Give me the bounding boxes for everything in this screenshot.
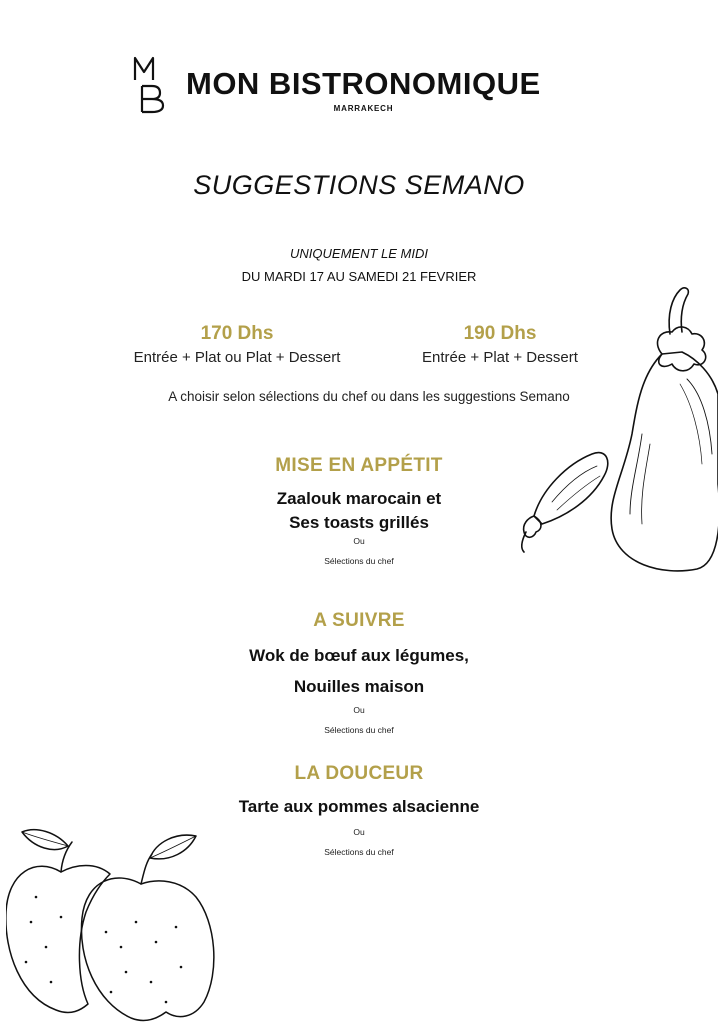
dish-line: Zaalouk marocain et — [276, 489, 442, 508]
menu-dates: DU MARDI 17 AU SAMEDI 21 FEVRIER — [241, 269, 477, 284]
apples-illustration — [6, 822, 216, 1024]
dish-line: Ses toasts grillés — [289, 513, 429, 532]
offer-formula-2: Entrée + Plat + Dessert — [422, 349, 578, 366]
offer-price-1: 170 Dhs — [200, 323, 274, 344]
brand-logo-mark — [132, 56, 172, 114]
or-separator: Ou — [353, 827, 365, 837]
eggplant-illustration — [512, 284, 718, 574]
brand-name: MON BISTRONOMIQUE — [186, 66, 541, 101]
or-separator: Ou — [353, 536, 365, 546]
menu-note: A choisir selon sélections du chef ou dans les suggestions Semano — [168, 389, 570, 404]
or-separator: Ou — [353, 705, 365, 715]
offer-formula-1: Entrée + Plat ou Plat + Dessert — [133, 349, 341, 366]
dish-line: Tarte aux pommes alsacienne — [238, 797, 480, 816]
chef-selection: Sélections du chef — [324, 725, 394, 735]
menu-title: SUGGESTIONS SEMANO — [193, 170, 525, 200]
chef-selection: Sélections du chef — [324, 847, 394, 857]
dish-line: Wok de bœuf aux légumes, — [249, 646, 469, 665]
brand-city: MARRAKECH — [333, 104, 394, 113]
dish-line: Nouilles maison — [293, 677, 425, 696]
section-title-starter: MISE EN APPÉTIT — [275, 455, 443, 476]
section-title-dessert: LA DOUCEUR — [294, 763, 424, 784]
chef-selection: Sélections du chef — [324, 556, 394, 566]
section-title-main: A SUIVRE — [313, 610, 405, 631]
menu-subtitle: UNIQUEMENT LE MIDI — [290, 246, 428, 261]
offer-price-2: 190 Dhs — [463, 323, 537, 344]
